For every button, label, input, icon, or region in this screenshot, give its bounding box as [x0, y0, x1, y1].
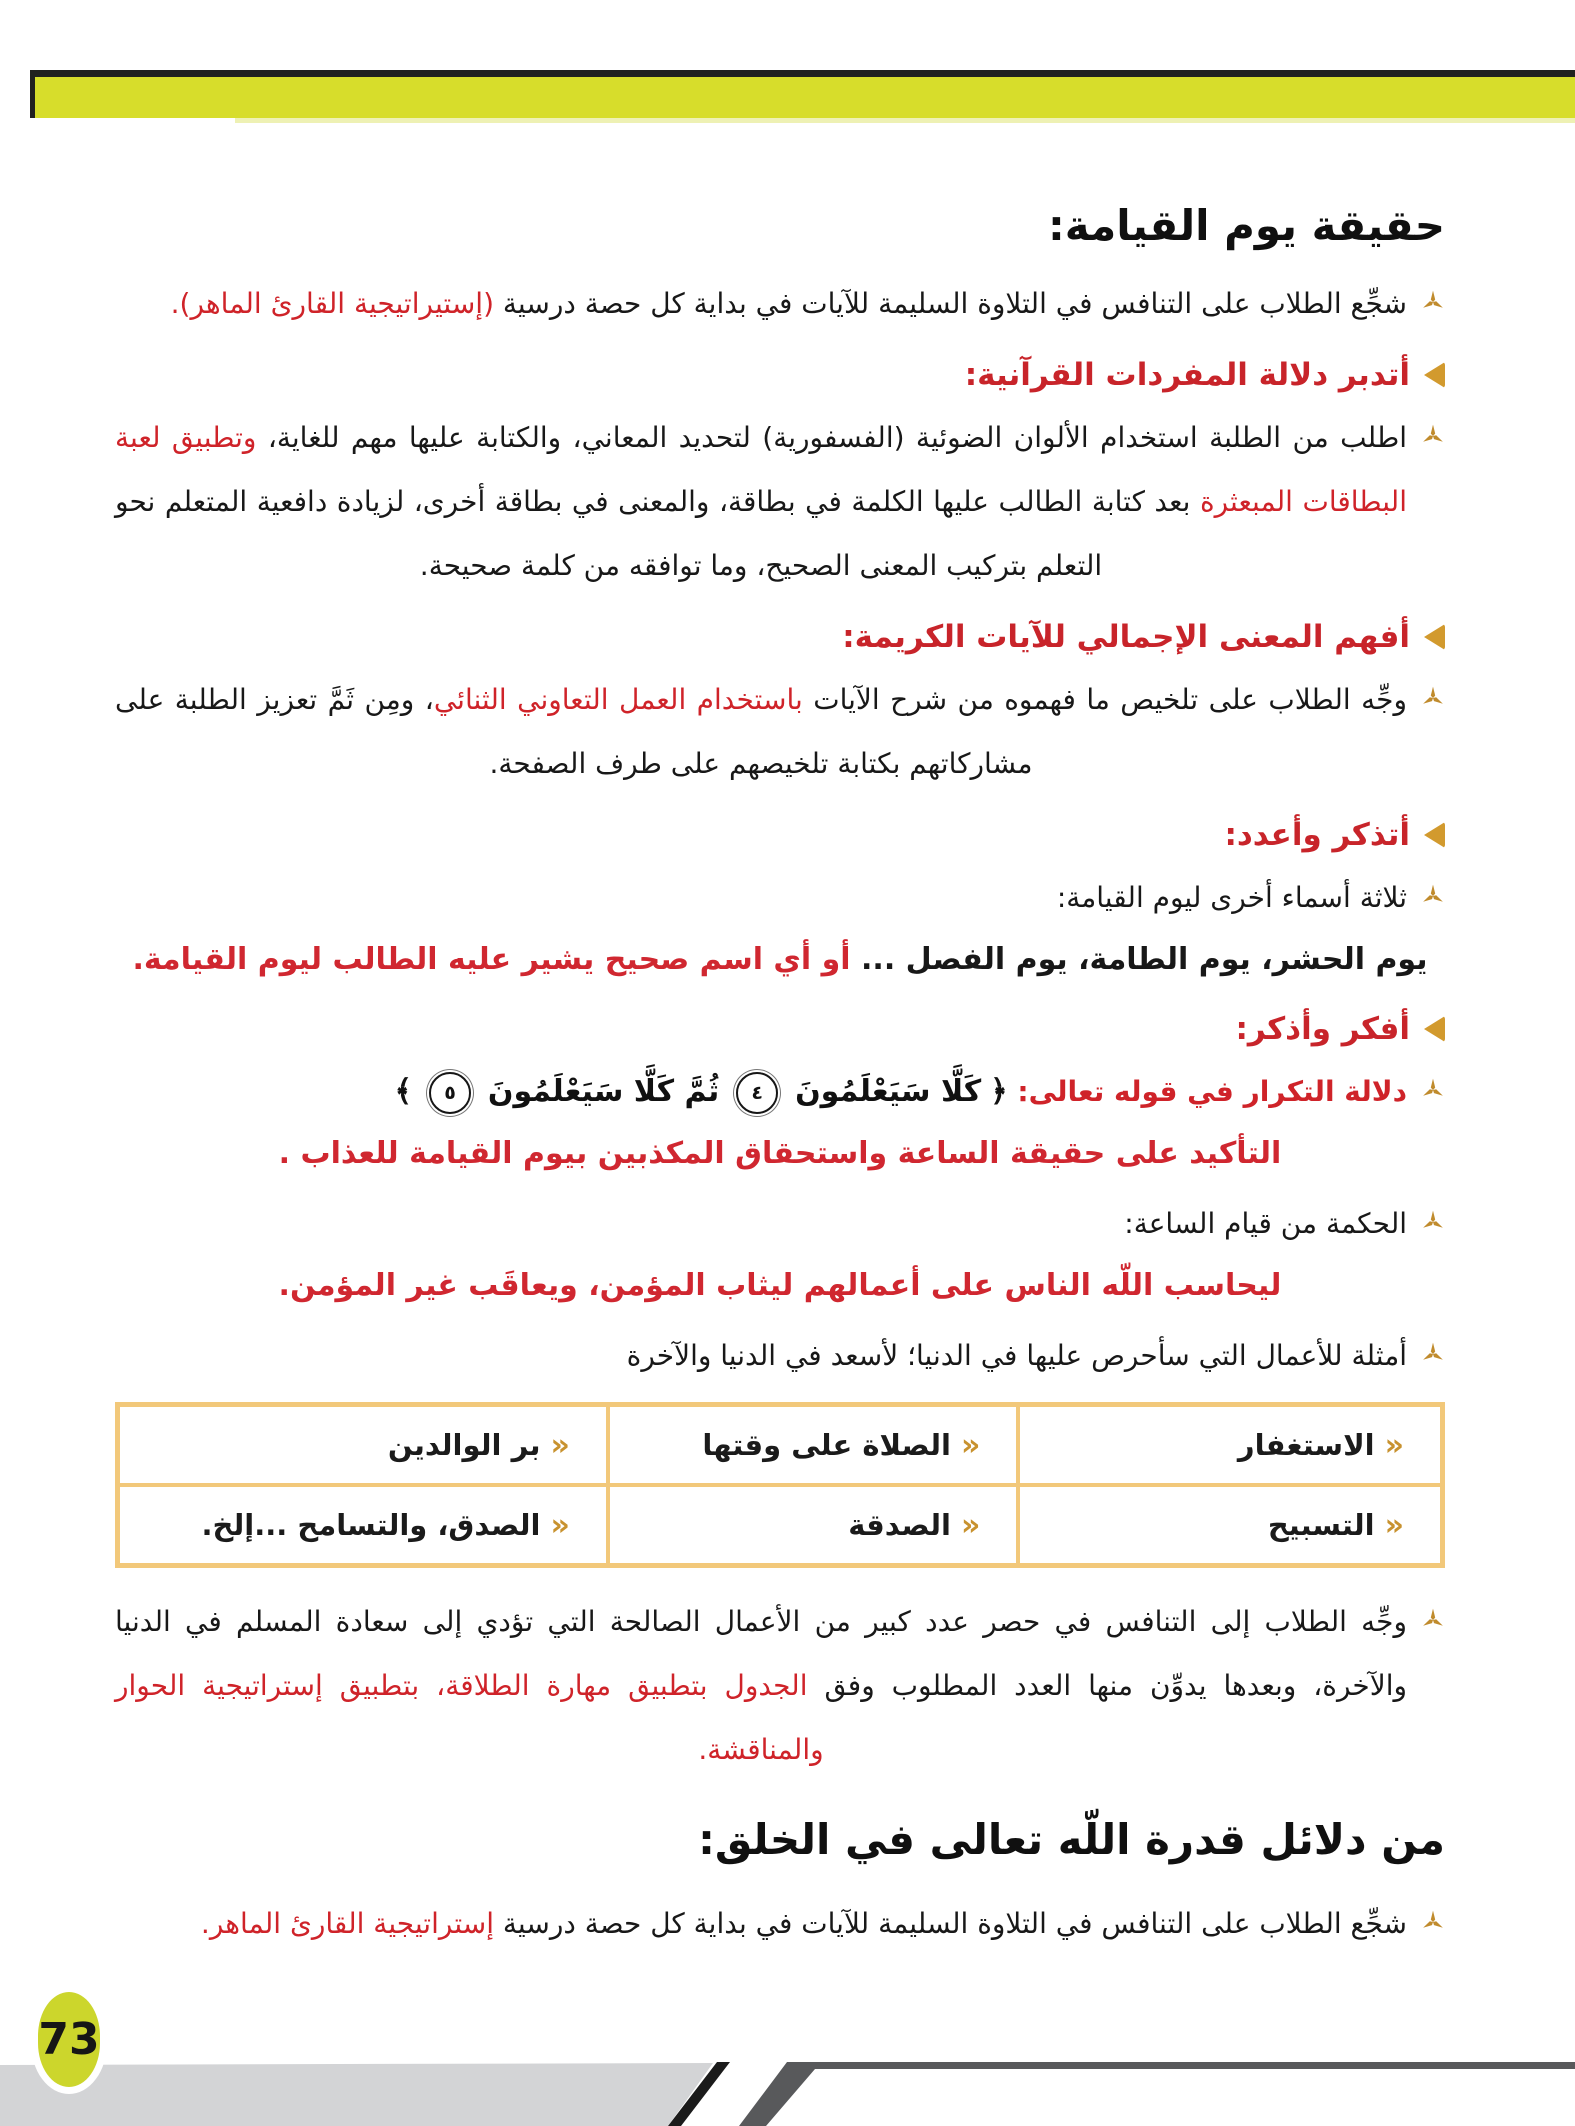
answer-repetition: التأكيد على حقيقة الساعة واستحقاق المكذبين بيوم القيامة للعذاب . — [278, 1136, 1282, 1171]
good-deeds-table — [115, 1402, 1445, 1568]
triangle-marker-icon — [1424, 624, 1445, 650]
footer-decor — [0, 2060, 1575, 2126]
guillemet-marker-icon: « — [960, 1507, 981, 1543]
subheading-think-mention: أفكر وأذكر: — [115, 1006, 1445, 1052]
verse-close-bracket: ﴾ — [394, 1074, 413, 1109]
page-number-badge — [38, 1992, 100, 2087]
star-bullet-icon — [1421, 884, 1445, 912]
verse-open-bracket: ﴿ — [990, 1074, 1008, 1109]
table-row — [118, 1485, 1442, 1565]
guillemet-marker-icon: « — [960, 1427, 981, 1463]
star-bullet-icon — [1421, 1210, 1445, 1238]
guillemet-marker-icon: « — [1384, 1427, 1404, 1463]
bullet-item-competition: وجِّه الطلاب إلى التنافس في حصر عدد كبير من الأعمال الصالحة التي تؤدي إلى سعادة المسلم في الدنيا والآخرة، وبعدها يدوِّن منها العدد المطلوب وفق الجدول بتطبيق مهارة الطلاقة، بتطبيق إستراتيجية الحوار والمناقشة. — [115, 1590, 1445, 1782]
top-banner-shadow — [235, 118, 1575, 123]
page-number: 73 — [38, 2014, 100, 2065]
star-bullet-icon — [1421, 1608, 1445, 1636]
table-cell: «الصدق، والتسامح ...إلخ. — [118, 1485, 608, 1565]
subheading-tadabbur: أتدبر دلالة المفردات القرآنية: — [115, 352, 1445, 398]
star-bullet-icon — [1421, 290, 1445, 318]
bullet-item-encourage-1: شجِّع الطلاب على التنافس في التلاوة السليمة للآيات في بداية كل حصة درسية (إستيراتيجية القارئ الماهر). — [115, 272, 1445, 336]
table-cell: «التسبيح — [1018, 1485, 1442, 1565]
subheading-remember-list: أتذكر وأعدد: — [115, 812, 1445, 858]
table-cell: «بر الوالدين — [118, 1405, 608, 1485]
footer-light-gray-band — [0, 2063, 713, 2126]
star-bullet-icon — [1421, 1078, 1445, 1106]
table-cell: «الاستغفار — [1018, 1405, 1442, 1485]
bullet-item-colors-activity: اطلب من الطلبة استخدام الألوان الضوئية (الفسفورية) لتحديد المعاني، والكتابة عليها مهم للغاية، وتطبيق لعبة البطاقات المبعثرة بعد كتابة الطالب عليها الكلمة في بطاقة، والمعنى في بطاقة أخرى، لزيادة دافعية المتعلم نحو التعلم بتركيب المعنى الصحيح، وما توافقه من كلمة صحيحة. — [115, 406, 1445, 598]
quran-verse: دلالة التكرار في قوله تعالى: ﴿ كَلَّا سَيَعْلَمُونَ ٤ ثُمَّ كَلَّا سَيَعْلَمُونَ ٥ ﴾ — [115, 1060, 1407, 1124]
triangle-marker-icon — [1424, 362, 1445, 388]
star-bullet-icon — [1421, 1910, 1445, 1938]
star-bullet-icon — [1421, 1342, 1445, 1370]
guillemet-marker-icon: « — [1384, 1507, 1404, 1543]
ayah-number-badge: ٥ — [429, 1072, 471, 1114]
bullet-item-summarize: وجِّه الطلاب على تلخيص ما فهموه من شرح الآيات باستخدام العمل التعاوني الثنائي، ومِن ثَمَّ تعزيز الطلبة على مشاركاتهم بكتابة تلخيصهم على طرف الصفحة. — [115, 668, 1445, 796]
section-heading-qiyamah: حقيقة يوم القيامة: — [1047, 201, 1445, 250]
bullet-item-examples: أمثلة للأعمال التي سأحرص عليها في الدنيا؛ لأسعد في الدنيا والآخرة — [115, 1324, 1445, 1388]
top-banner-bar — [30, 70, 1575, 118]
bullet-item-encourage-2: شجِّع الطلاب على التنافس في التلاوة السليمة للآيات في بداية كل حصة درسية إستراتيجية القارئ الماهر. — [115, 1892, 1445, 1956]
bullet-item-verse-repetition — [115, 1060, 1445, 1124]
section-heading-creation: من دلائل قدرة اللّه تعالى في الخلق: — [698, 1815, 1445, 1864]
main-content — [115, 198, 1445, 1956]
star-bullet-icon — [1421, 424, 1445, 452]
subheading-overall-meaning: أفهم المعنى الإجمالي للآيات الكريمة: — [115, 614, 1445, 660]
answer-day-names: يوم الحشر، يوم الطامة، يوم الفصل ... أو أي اسم صحيح يشير عليه الطالب ليوم القيامة. — [132, 942, 1428, 977]
answer-wisdom: ليحاسب اللّه الناس على أعمالهم ليثاب المؤمن، ويعاقَب غير المؤمن. — [278, 1268, 1282, 1303]
table-cell: «الصلاة على وقتها — [608, 1405, 1018, 1485]
table-cell: «الصدقة — [608, 1485, 1018, 1565]
bullet-item-three-names: ثلاثة أسماء أخرى ليوم القيامة: — [115, 866, 1445, 930]
triangle-marker-icon — [1424, 1016, 1445, 1042]
triangle-marker-icon — [1424, 822, 1445, 848]
footer-dark-gray-shape — [739, 2062, 1575, 2126]
ayah-number-badge: ٤ — [736, 1072, 778, 1114]
star-bullet-icon — [1421, 686, 1445, 714]
guillemet-marker-icon: « — [550, 1507, 570, 1543]
table-row — [118, 1405, 1442, 1485]
guillemet-marker-icon: « — [550, 1427, 570, 1463]
bullet-item-wisdom: الحكمة من قيام الساعة: — [115, 1192, 1445, 1256]
